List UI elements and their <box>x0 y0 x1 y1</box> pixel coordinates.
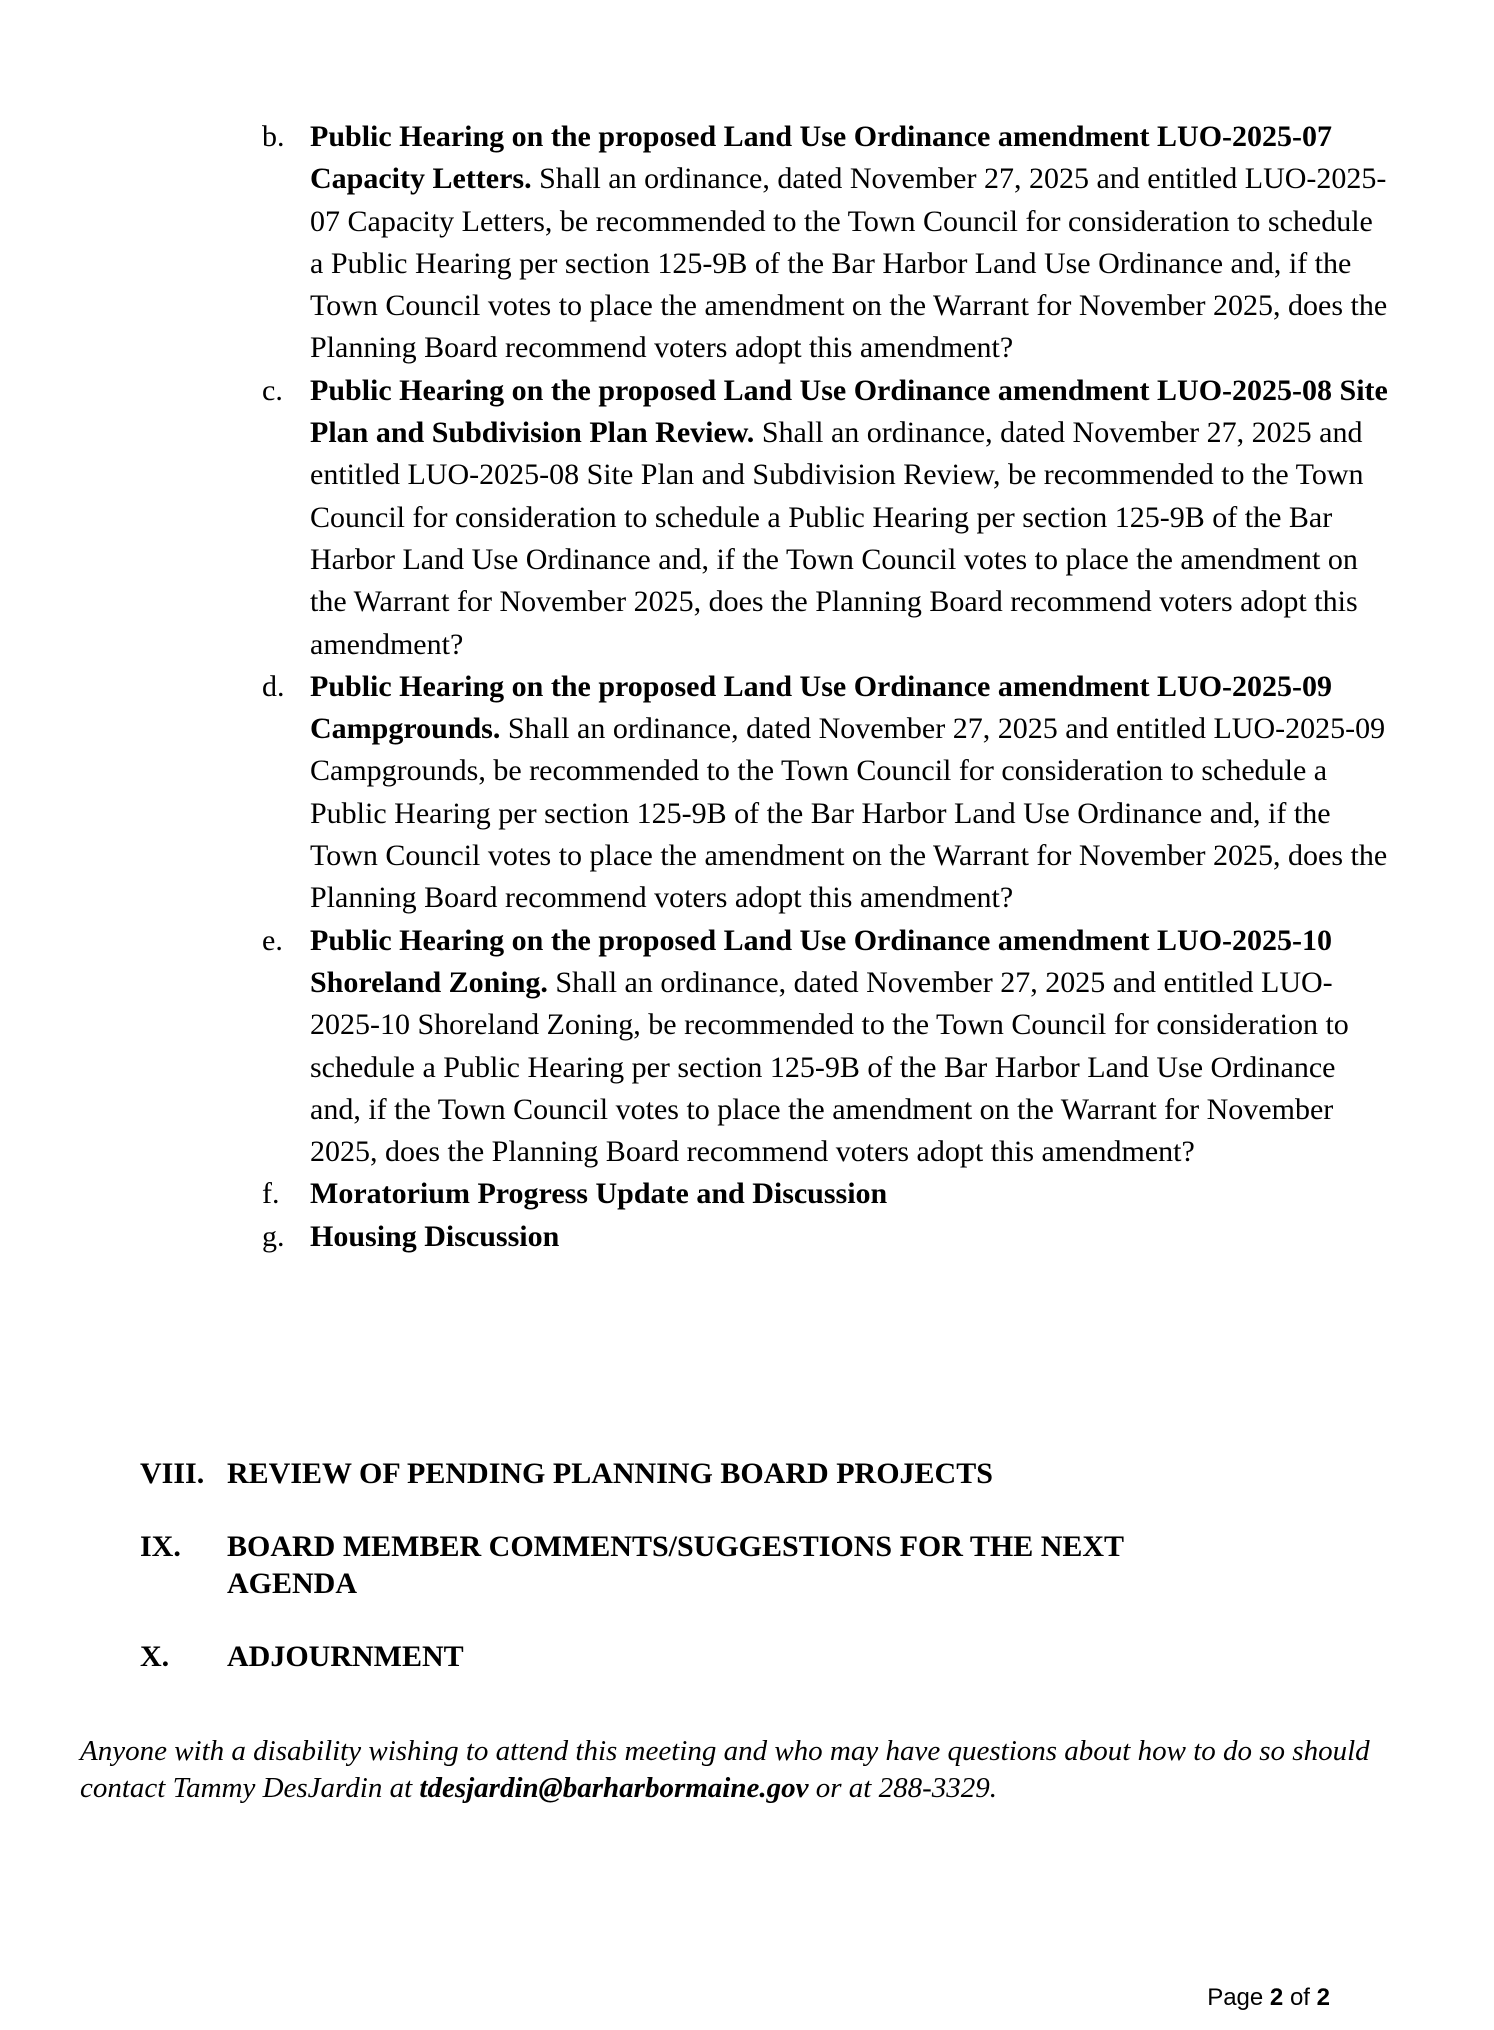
section-board-member-comments <box>140 1528 1340 1602</box>
agenda-item-letter: c. <box>262 373 283 407</box>
notice-text-before: Anyone with a disability wishing to attend this meeting and who may have questions about how to do so should contact Tammy DesJardin at <box>80 1735 1370 1804</box>
section-number: VIII. <box>140 1457 205 1490</box>
agenda-item-b <box>250 116 1400 370</box>
agenda-item-c <box>250 370 1400 666</box>
agenda-item-title: Housing Discussion <box>310 1219 560 1253</box>
agenda-item-title: Public Hearing on the proposed Land Use Ordinance amendment LUO-2025-08 Site Plan and Subdivision Plan Review. <box>310 373 1388 450</box>
page-label-prefix: Page <box>1207 1984 1270 2011</box>
section-adjournment <box>140 1638 1340 1675</box>
section-number: X. <box>140 1640 170 1673</box>
section-title: ADJOURNMENT <box>227 1640 464 1673</box>
agenda-item-letter: e. <box>262 923 283 957</box>
page-label-middle: of <box>1283 1984 1317 2011</box>
section-title: REVIEW OF PENDING PLANNING BOARD PROJECTS <box>227 1457 993 1490</box>
agenda-item-title: Public Hearing on the proposed Land Use Ordinance amendment LUO-2025-07 Capacity Letters. <box>310 120 1333 196</box>
section-review-pending-projects <box>140 1455 1340 1492</box>
agenda-item-text <box>310 666 1388 920</box>
agenda-item-d <box>250 666 1400 920</box>
agenda-item-text <box>310 1216 1388 1258</box>
agenda-item-letter: g. <box>262 1219 285 1253</box>
agenda-subitems-list <box>250 116 1400 1258</box>
agenda-item-text <box>310 370 1388 666</box>
agenda-item-letter: b. <box>262 120 285 153</box>
total-page-number: 2 <box>1316 1984 1330 2011</box>
section-title: BOARD MEMBER COMMENTS/SUGGESTIONS FOR THE NEXT AGENDA <box>227 1530 1124 1600</box>
agenda-item-letter: d. <box>262 669 285 703</box>
agenda-item-g <box>250 1216 1400 1258</box>
section-number: IX. <box>140 1530 181 1563</box>
agenda-item-body: Shall an ordinance, dated November 27, 2025 and entitled LUO-2025-07 Capacity Letters, be recommended to the Town Council for consideration to schedule a Public Hearing per section 125-9B of the Bar Harbor Land Use Ordinance and, if the Town Council votes to place the amendment on the Warrant for November 2025, does the Planning Board recommend voters adopt this amendment? <box>310 162 1388 365</box>
agenda-item-e <box>250 920 1400 1174</box>
agenda-item-f <box>250 1173 1400 1215</box>
notice-text-after: or at 288-3329. <box>808 1772 997 1804</box>
accessibility-notice <box>80 1733 1400 1807</box>
agenda-item-body: Shall an ordinance, dated November 27, 2025 and entitled LUO-2025-10 Shoreland Zoning, be recommended to the Town Council for consideration to schedule a Public Hearing per section 125-9B of the Bar Harbor Land Use Ordinance and, if the Town Council votes to place the amendment on the Warrant for November 2025, does the Planning Board recommend voters adopt this amendment? <box>310 965 1349 1169</box>
agenda-item-text <box>310 920 1388 1174</box>
agenda-item-text <box>310 1173 1388 1215</box>
agenda-item-text <box>310 116 1388 370</box>
agenda-item-body: Shall an ordinance, dated November 27, 2025 and entitled LUO-2025-09 Campgrounds, be recommended to the Town Council for consideration to schedule a Public Hearing per section 125-9B of the Bar Harbor Land Use Ordinance and, if the Town Council votes to place the amendment on the Warrant for November 2025, does the Planning Board recommend voters adopt this amendment? <box>310 712 1388 915</box>
current-page-number: 2 <box>1269 1984 1284 2011</box>
agenda-item-title: Public Hearing on the proposed Land Use Ordinance amendment LUO-2025-10 Shoreland Zoning. <box>310 923 1333 999</box>
contact-email-link[interactable]: tdesjardin@barharbormaine.gov <box>419 1772 809 1804</box>
agenda-item-title: Moratorium Progress Update and Discussion <box>310 1177 888 1211</box>
page-number-footer <box>1207 1983 1330 2013</box>
agenda-item-body: Shall an ordinance, dated November 27, 2025 and entitled LUO-2025-08 Site Plan and Subdivision Review, be recommended to the Town Council for consideration to schedule a Public Hearing per section 125-9B of the Bar Harbor Land Use Ordinance and, if the Town Council votes to place the amendment on the Warrant for November 2025, does the Planning Board recommend voters adopt this amendment? <box>310 416 1364 661</box>
agenda-item-letter: f. <box>262 1177 280 1211</box>
agenda-sections <box>140 1455 1340 1711</box>
agenda-item-title: Public Hearing on the proposed Land Use Ordinance amendment LUO-2025-09 Campgrounds. <box>310 669 1333 746</box>
